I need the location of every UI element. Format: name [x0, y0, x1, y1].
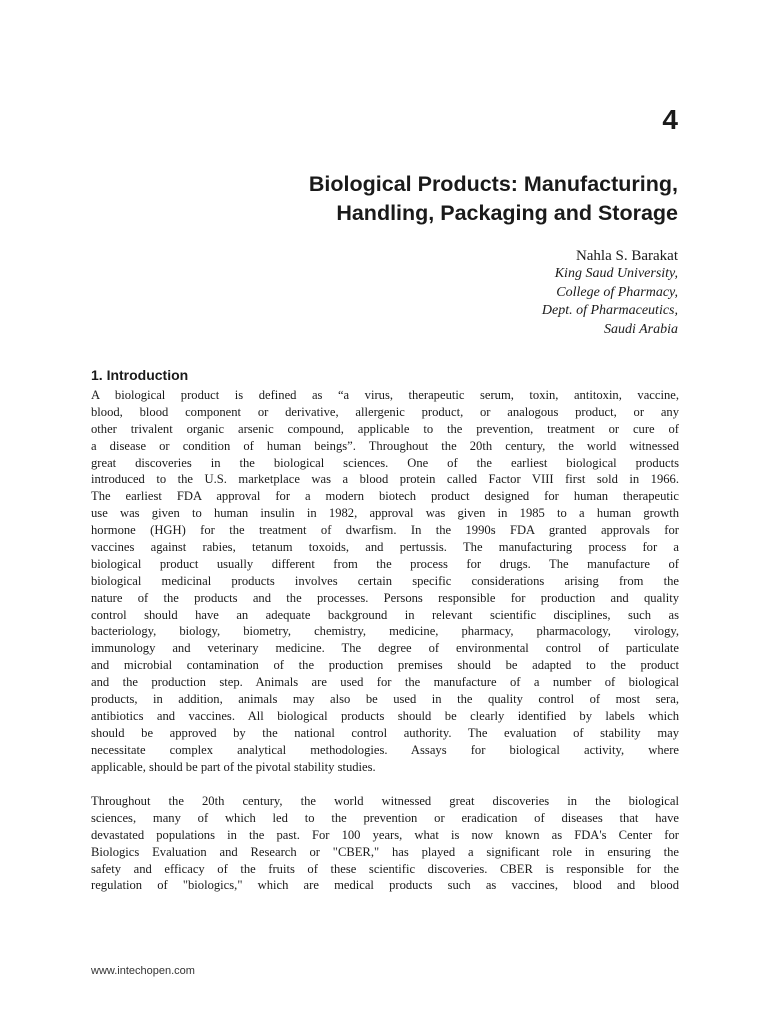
text-line: other trivalent organic arsenic compound, applicable to the prevention, treatment or cure of	[91, 421, 679, 436]
text-line: should be approved by the national control authority. The evaluation of stability may	[91, 725, 679, 740]
affiliation-line: Saudi Arabia	[603, 321, 678, 337]
text-line: control should have an adequate background in relevant scientific disciplines, such as	[91, 607, 679, 622]
text-line: and microbial contamination of the production premises should be adapted to the product	[91, 658, 679, 673]
paragraph-2	[91, 793, 679, 894]
text-line: necessitate complex analytical methodologies. Assays for biological activity, where	[91, 742, 679, 757]
text-line: Throughout the 20th century, the world witnessed great discoveries in the biological	[91, 794, 679, 808]
text-line: devastated populations in the past. For 100 years, what is now known as FDA's Center for	[91, 827, 679, 842]
text-line: biological product usually different from the process for drugs. The manufacture of	[91, 556, 679, 571]
section-heading: 1. Introduction	[91, 367, 189, 383]
text-line: antibiotics and vaccines. All biological products should be clearly identified by labels which	[91, 708, 679, 723]
text-line: use was given to human insulin in 1982, approval was given in 1985 to a human growth	[91, 506, 679, 521]
text-line: applicable, should be part of the pivotal stability studies.	[91, 759, 376, 774]
text-line: The earliest FDA approval for a modern biotech product designed for human therapeutic	[91, 489, 679, 504]
text-line: regulation of "biologics," which are medical products such as vaccines, blood and blood	[91, 878, 679, 893]
text-line: A biological product is defined as “a virus, therapeutic serum, toxin, antitoxin, vaccine,	[91, 388, 679, 402]
text-line: nature of the products and the processes. Persons responsible for production and quality	[91, 590, 679, 605]
affiliation-line: King Saud University,	[554, 266, 678, 281]
author-name: Nahla S. Barakat	[575, 248, 678, 264]
author-affiliation	[542, 265, 678, 339]
text-line: hormone (HGH) for the treatment of dwarfism. In the 1990s FDA granted approvals for	[91, 523, 679, 538]
text-line: great discoveries in the biological sciences. One of the earliest biological products	[91, 455, 679, 470]
text-line: bacteriology, biology, biometry, chemistry, medicine, pharmacy, pharmacology, virology,	[91, 624, 679, 639]
text-line: safety and efficacy of the fruits of these scientific discoveries. CBER is responsible for the	[91, 861, 679, 876]
chapter-title-line-2: Handling, Packaging and Storage	[336, 201, 678, 225]
affiliation-line: Dept. of Pharmaceutics,	[541, 303, 678, 319]
text-line: products, in addition, animals may also be used in the quality control of most sera,	[91, 692, 679, 707]
chapter-title-line-1: Biological Products: Manufacturing,	[308, 172, 678, 196]
text-line: and the production step. Animals are used for the manufacture of a number of biological	[91, 675, 679, 690]
paragraph-1	[91, 387, 679, 775]
text-line: introduced to the U.S. marketplace was a blood protein called Factor VIII first sold in 1966.	[91, 472, 679, 487]
chapter-title	[118, 170, 678, 228]
text-line: blood, blood component or derivative, allergenic product, or analogous product, or any	[91, 404, 679, 419]
text-line: sciences, many of which led to the prevention or eradication of diseases that have	[91, 810, 679, 825]
text-line: immunology and veterinary medicine. The degree of environmental control of particulate	[91, 641, 679, 656]
text-line: biological medicinal products involves certain specific considerations arising from the	[91, 573, 679, 588]
chapter-number: 4	[662, 104, 678, 135]
affiliation-line: College of Pharmacy,	[556, 284, 678, 300]
footer-url: www.intechopen.com	[91, 965, 195, 977]
text-line: vaccines against rabies, tetanum toxoids, and pertussis. The manufacturing process for a	[91, 540, 679, 555]
text-line: a disease or condition of human beings”. Throughout the 20th century, the world witnessed	[91, 438, 679, 453]
text-line: Biologics Evaluation and Research or "CBER," has played a significant role in ensuring the	[91, 844, 679, 859]
